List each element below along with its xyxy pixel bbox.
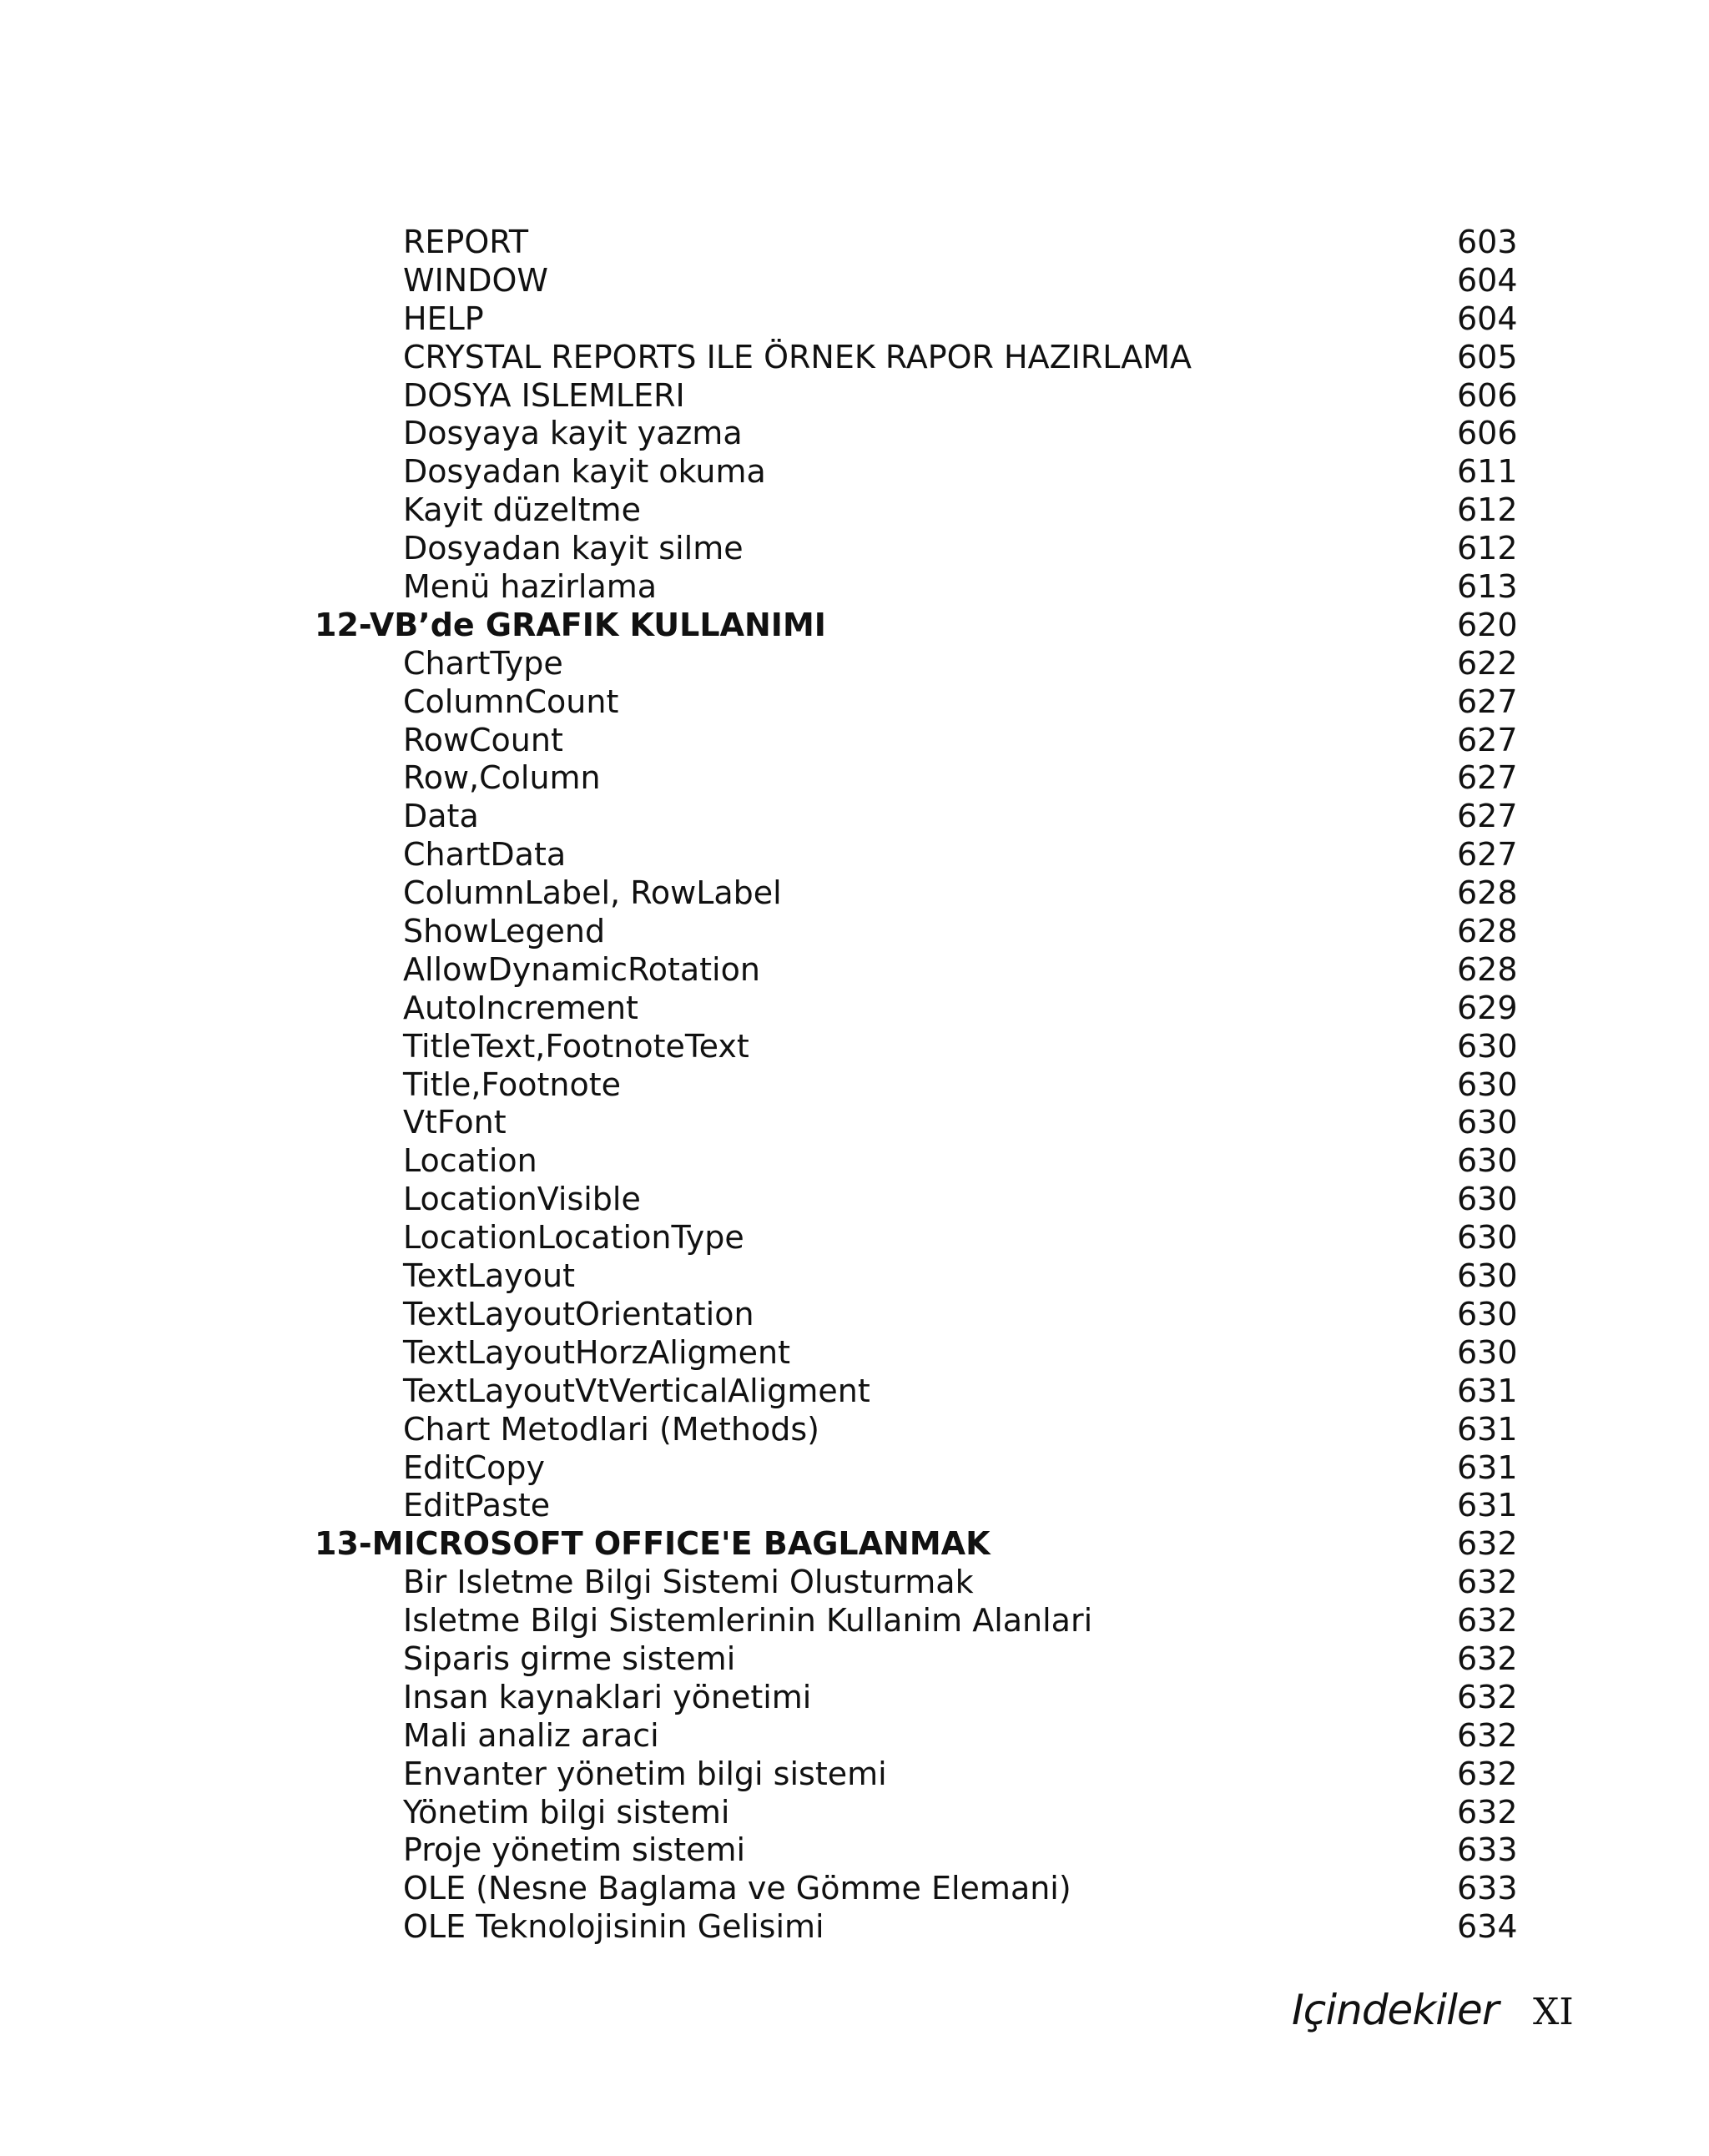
toc-entry (0, 798, 1709, 836)
toc-entry (0, 1142, 1709, 1181)
toc-entry-title: OLE (Nesne Baglama ve Gömme Elemani) (403, 1870, 1071, 1907)
toc-entry (0, 645, 1709, 683)
toc-entry-page: 630 (1457, 1142, 1518, 1180)
toc-entry-page: 630 (1457, 1065, 1518, 1103)
toc-entry (0, 990, 1709, 1028)
toc-entry (0, 1908, 1709, 1947)
toc-entry-title: AllowDynamicRotation (403, 950, 760, 988)
toc-entry-title: WINDOW (403, 261, 548, 299)
toc-entry-page: 630 (1457, 1333, 1518, 1371)
toc-entry (0, 1104, 1709, 1142)
toc-entry (0, 1564, 1709, 1602)
toc-entry (0, 683, 1709, 722)
toc-entry-title: Dosyadan kayit okuma (403, 453, 766, 491)
toc-entry-title: Location (403, 1142, 537, 1180)
toc-chapter-heading (0, 1525, 1709, 1564)
toc-entry (0, 1640, 1709, 1679)
toc-entry-page: 630 (1457, 1219, 1518, 1257)
toc-entry-page: 633 (1457, 1870, 1518, 1907)
toc-entry-title: ColumnCount (403, 683, 619, 720)
toc-entry-page: 633 (1457, 1831, 1518, 1869)
toc-entry (0, 262, 1709, 300)
toc-entry-title: HELP (403, 300, 484, 337)
toc-entry (0, 453, 1709, 491)
footer-page-number: XI (1533, 1991, 1574, 2033)
toc-entry-page: 631 (1457, 1448, 1518, 1486)
toc-entry-title: ColumnLabel, RowLabel (403, 874, 782, 912)
toc-chapter-title: 13-MICROSOFT OFFICE'E BAGLANMAK (315, 1525, 991, 1563)
toc-entry (0, 722, 1709, 760)
toc-entry (0, 1602, 1709, 1640)
toc-chapter-title: 12-VB’de GRAFIK KULLANIMI (315, 606, 826, 643)
toc-entry (0, 339, 1709, 377)
toc-entry-title: Menü hazirlama (403, 568, 658, 606)
toc-entry-page: 631 (1457, 1487, 1518, 1524)
toc-entry (0, 1794, 1709, 1832)
toc-entry (0, 874, 1709, 913)
toc-entry-title: TextLayoutVtVerticalAligment (403, 1372, 870, 1409)
toc-chapter-heading (0, 607, 1709, 645)
toc-entry-page: 612 (1457, 530, 1518, 567)
toc-chapter-page: 620 (1457, 606, 1518, 643)
toc-entry-page: 611 (1457, 453, 1518, 491)
toc-entry (0, 300, 1709, 339)
toc-entry-page: 627 (1457, 836, 1518, 874)
toc-entry (0, 1831, 1709, 1870)
toc-entry-page: 629 (1457, 989, 1518, 1026)
toc-entry-title: Mali analiz araci (403, 1716, 659, 1754)
toc-entry-title: TextLayoutOrientation (403, 1295, 754, 1332)
toc-entry-title: OLE Teknolojisinin Gelisimi (403, 1908, 824, 1946)
toc-entry (0, 1334, 1709, 1373)
toc-entry-title: ChartType (403, 644, 563, 682)
toc-entry (0, 568, 1709, 607)
toc-entry-title: REPORT (403, 224, 529, 260)
toc-entry-title: Siparis girme sistemi (403, 1640, 736, 1677)
table-of-contents (0, 224, 1709, 1947)
toc-entry-title: Yönetim bilgi sistemi (403, 1793, 730, 1831)
toc-entry (0, 415, 1709, 453)
toc-entry-title: Bir Isletme Bilgi Sistemi Olusturmak (403, 1564, 974, 1601)
toc-entry-title: Dosyaya kayit yazma (403, 415, 743, 452)
toc-entry-page: 630 (1457, 1104, 1518, 1141)
toc-chapter-page: 632 (1457, 1525, 1518, 1563)
toc-entry-title: Envanter yönetim bilgi sistemi (403, 1755, 887, 1792)
toc-entry-page: 630 (1457, 1295, 1518, 1332)
toc-entry-page: 606 (1457, 376, 1518, 414)
toc-entry (0, 224, 1709, 262)
toc-entry-page: 632 (1457, 1793, 1518, 1831)
toc-entry-title: Data (403, 798, 479, 835)
toc-entry (0, 1870, 1709, 1908)
toc-entry (0, 951, 1709, 990)
toc-entry-title: DOSYA ISLEMLERI (403, 376, 685, 414)
toc-entry-title: EditCopy (403, 1448, 545, 1486)
toc-entry-page: 634 (1457, 1908, 1518, 1946)
toc-entry-title: Proje yönetim sistemi (403, 1831, 746, 1869)
toc-entry (0, 1066, 1709, 1105)
toc-entry (0, 913, 1709, 951)
toc-entry-title: VtFont (403, 1104, 507, 1141)
toc-entry-page: 632 (1457, 1678, 1518, 1715)
toc-entry (0, 1717, 1709, 1756)
toc-entry-page: 627 (1457, 721, 1518, 758)
toc-entry (0, 1296, 1709, 1334)
toc-entry (0, 1181, 1709, 1219)
toc-entry (0, 1257, 1709, 1296)
toc-entry-title: Isletme Bilgi Sistemlerinin Kullanim Alanlari (403, 1602, 1093, 1640)
toc-entry-page: 628 (1457, 874, 1518, 912)
toc-entry-page: 632 (1457, 1640, 1518, 1677)
toc-entry-page: 627 (1457, 759, 1518, 797)
toc-entry (0, 1373, 1709, 1411)
footer-section-title: Içindekiler (1292, 1986, 1499, 2034)
toc-entry-page: 603 (1457, 224, 1518, 260)
toc-entry (0, 377, 1709, 416)
toc-entry-title: CRYSTAL REPORTS ILE ÖRNEK RAPOR HAZIRLAMA (403, 338, 1192, 375)
toc-entry-page: 605 (1457, 338, 1518, 375)
toc-entry-page: 627 (1457, 798, 1518, 835)
toc-entry-page: 631 (1457, 1372, 1518, 1409)
toc-entry (0, 759, 1709, 798)
toc-entry (0, 1756, 1709, 1794)
toc-entry-page: 632 (1457, 1716, 1518, 1754)
toc-entry-title: LocationLocationType (403, 1219, 744, 1257)
toc-entry-title: AutoIncrement (403, 989, 638, 1026)
toc-entry-page: 613 (1457, 568, 1518, 606)
toc-entry-page: 604 (1457, 261, 1518, 299)
toc-entry (0, 1449, 1709, 1488)
toc-entry-page: 612 (1457, 491, 1518, 529)
toc-entry-page: 628 (1457, 913, 1518, 950)
toc-entry-title: Dosyadan kayit silme (403, 530, 744, 567)
toc-entry-title: EditPaste (403, 1487, 551, 1524)
toc-entry-page: 630 (1457, 1181, 1518, 1218)
toc-entry-title: Row,Column (403, 759, 601, 797)
toc-entry-page: 632 (1457, 1564, 1518, 1601)
toc-entry-page: 632 (1457, 1602, 1518, 1640)
toc-entry-page: 632 (1457, 1755, 1518, 1792)
toc-entry-title: TitleText,FootnoteText (403, 1027, 749, 1065)
toc-entry-title: LocationVisible (403, 1181, 641, 1218)
toc-entry (0, 491, 1709, 530)
toc-entry (0, 836, 1709, 874)
toc-entry-page: 630 (1457, 1257, 1518, 1295)
toc-entry-page: 604 (1457, 300, 1518, 337)
toc-entry-page: 628 (1457, 950, 1518, 988)
toc-entry (0, 530, 1709, 568)
toc-entry-title: Chart Metodlari (Methods) (403, 1410, 820, 1448)
toc-entry-title: Kayit düzeltme (403, 491, 641, 529)
toc-entry-title: Title,Footnote (403, 1065, 622, 1103)
toc-entry (0, 1487, 1709, 1525)
toc-entry (0, 1219, 1709, 1257)
toc-entry-page: 622 (1457, 644, 1518, 682)
toc-entry-title: Insan kaynaklari yönetimi (403, 1678, 812, 1715)
page-footer (0, 1986, 1709, 2053)
toc-entry-title: TextLayout (403, 1257, 576, 1295)
toc-entry-page: 631 (1457, 1410, 1518, 1448)
toc-entry-title: ChartData (403, 836, 567, 874)
toc-entry-title: ShowLegend (403, 913, 606, 950)
toc-entry (0, 1679, 1709, 1717)
toc-entry-title: TextLayoutHorzAligment (403, 1333, 791, 1371)
toc-entry-page: 627 (1457, 683, 1518, 720)
toc-entry-page: 630 (1457, 1027, 1518, 1065)
toc-entry-title: RowCount (403, 721, 563, 758)
toc-entry (0, 1411, 1709, 1449)
toc-entry-page: 606 (1457, 415, 1518, 452)
toc-entry (0, 1028, 1709, 1066)
